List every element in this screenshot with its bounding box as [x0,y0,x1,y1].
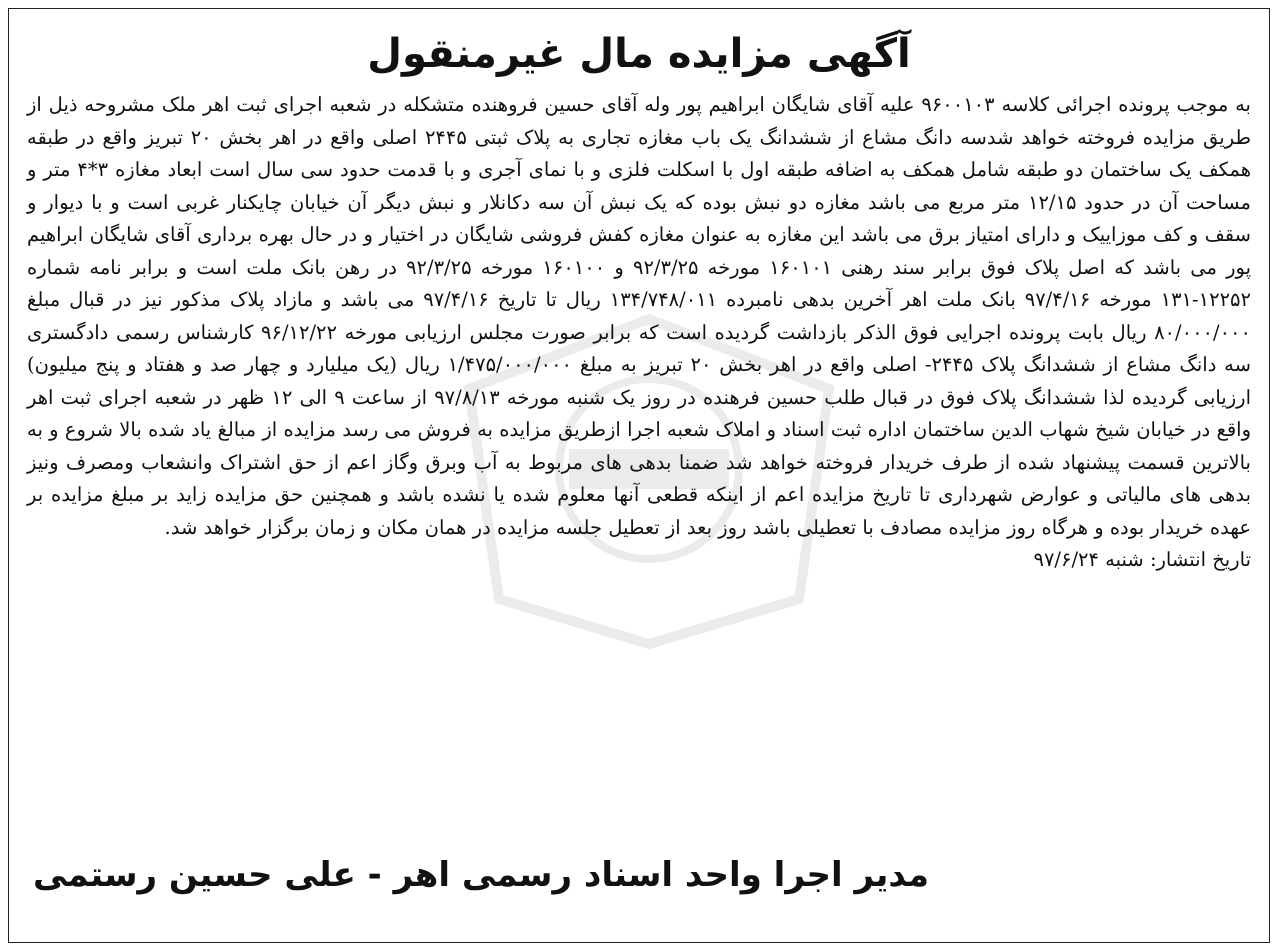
signature-line: مدیر اجرا واحد اسناد رسمی اهر - علی حسین رستمی [33,855,930,895]
notice-content [23,23,1255,576]
notice-title: آگهی مزایده مال غیرمنقول [367,31,911,77]
notice-frame [8,8,1270,943]
notice-body: به موجب پرونده اجرائی کلاسه ۹۶۰۰۱۰۳ علیه آقای شایگان ابراهیم پور وله آقای حسین فروهنده متشکله در شعبه اجرای ثبت اهر ملک مشروحه ذیل از طریق مزایده فروخته خواهد شدسه دانگ مشاع از ششدانگ یک باب مغازه تجاری به پلاک ثبتی ۲۴۴۵ اصلی واقع در اهر بخش ۲۰ تبریز واقع در طبقه همکف یک ساختمان دو طبقه شامل همکف به اضافه طبقه اول با اسکلت فلزی و با نمای آجری و با قدمت حدود سی سال است ابعاد مغازه ۳*۴ متر و مساحت آن در حدود ۱۲/۱۵ متر مربع می باشد مغازه دو نبش بوده که یک نبش آن سه دکانلار و نبش دیگر آن خیابان چایکنار غربی است و با دیوار و سقف و کف موزاییک و دارای امتیاز برق می باشد این مغازه به عنوان مغازه کفش فروشی شایگان در اختیار و در حال بهره برداری آقای شایگان ابراهیم پور می باشد که اصل پلاک فوق برابر سند رهنی ۱۶۰۱۰۱ مورخه ۹۲/۳/۲۵ و ۱۶۰۱۰۰ مورخه ۹۲/۳/۲۵ در رهن بانک ملت است و برابر نامه شماره ۱۲۲۵۲-۱۳۱ مورخه ۹۷/۴/۱۶ بانک ملت اهر آخرین بدهی نامبرده ۱۳۴/۷۴۸/۰۱۱ ریال تا تاریخ ۹۷/۴/۱۶ می باشد و مازاد پلاک مذکور نیز در قبال مبلغ ۸۰/۰۰۰/۰۰۰ ریال بابت پرونده اجرایی فوق الذکر بازداشت گردیده است که برابر صورت مجلس ارزیابی مورخه ۹۶/۱۲/۲۲ کارشناس رسمی دادگستری سه دانگ مشاع از ششدانگ پلاک ۲۴۴۵- اصلی واقع در اهر بخش ۲۰ تبریز به مبلغ ۱/۴۷۵/۰۰۰/۰۰۰ ریال (یک میلیارد و چهار صد و هفتاد و پنج میلیون) ارزیابی گردیده لذا ششدانگ پلاک فوق در قبال طلب حسین فرهنده در روز یک شنبه مورخه ۹۷/۸/۱۳ از ساعت ۹ الی ۱۲ ظهر در شعبه اجرای ثبت اهر واقع در خیابان شیخ شهاب الدین ساختمان اداره ثبت اسناد و املاک شعبه اجرا ازطریق مزایده به فروش می رسد مزایده از مبالغ یاد شده بالا شروع و به بالاترین قسمت پیشنهاد شده از طرف خریدار فروخته خواهد شد ضمنا بدهی های مربوط به آب وبرق وگاز اعم از حق اشتراک وانشعاب ومصرف ونیز بدهی های مالیاتی و عوارض شهرداری تا تاریخ مزایده اعم از اینکه قطعی آنها معلوم شده یا نشده باشد و همچنین حق مزایده زاید بر مبلغ مزایده بر عهده خریدار بوده و هرگاه روز مزایده مصادف با تعطیلی باشد روز بعد از تعطیل جلسه مزایده در همان مکان و زمان برگزار خواهد شد. [27,93,1252,539]
publication-date: تاریخ انتشار: شنبه ۹۷/۶/۲۴ [1033,548,1251,571]
